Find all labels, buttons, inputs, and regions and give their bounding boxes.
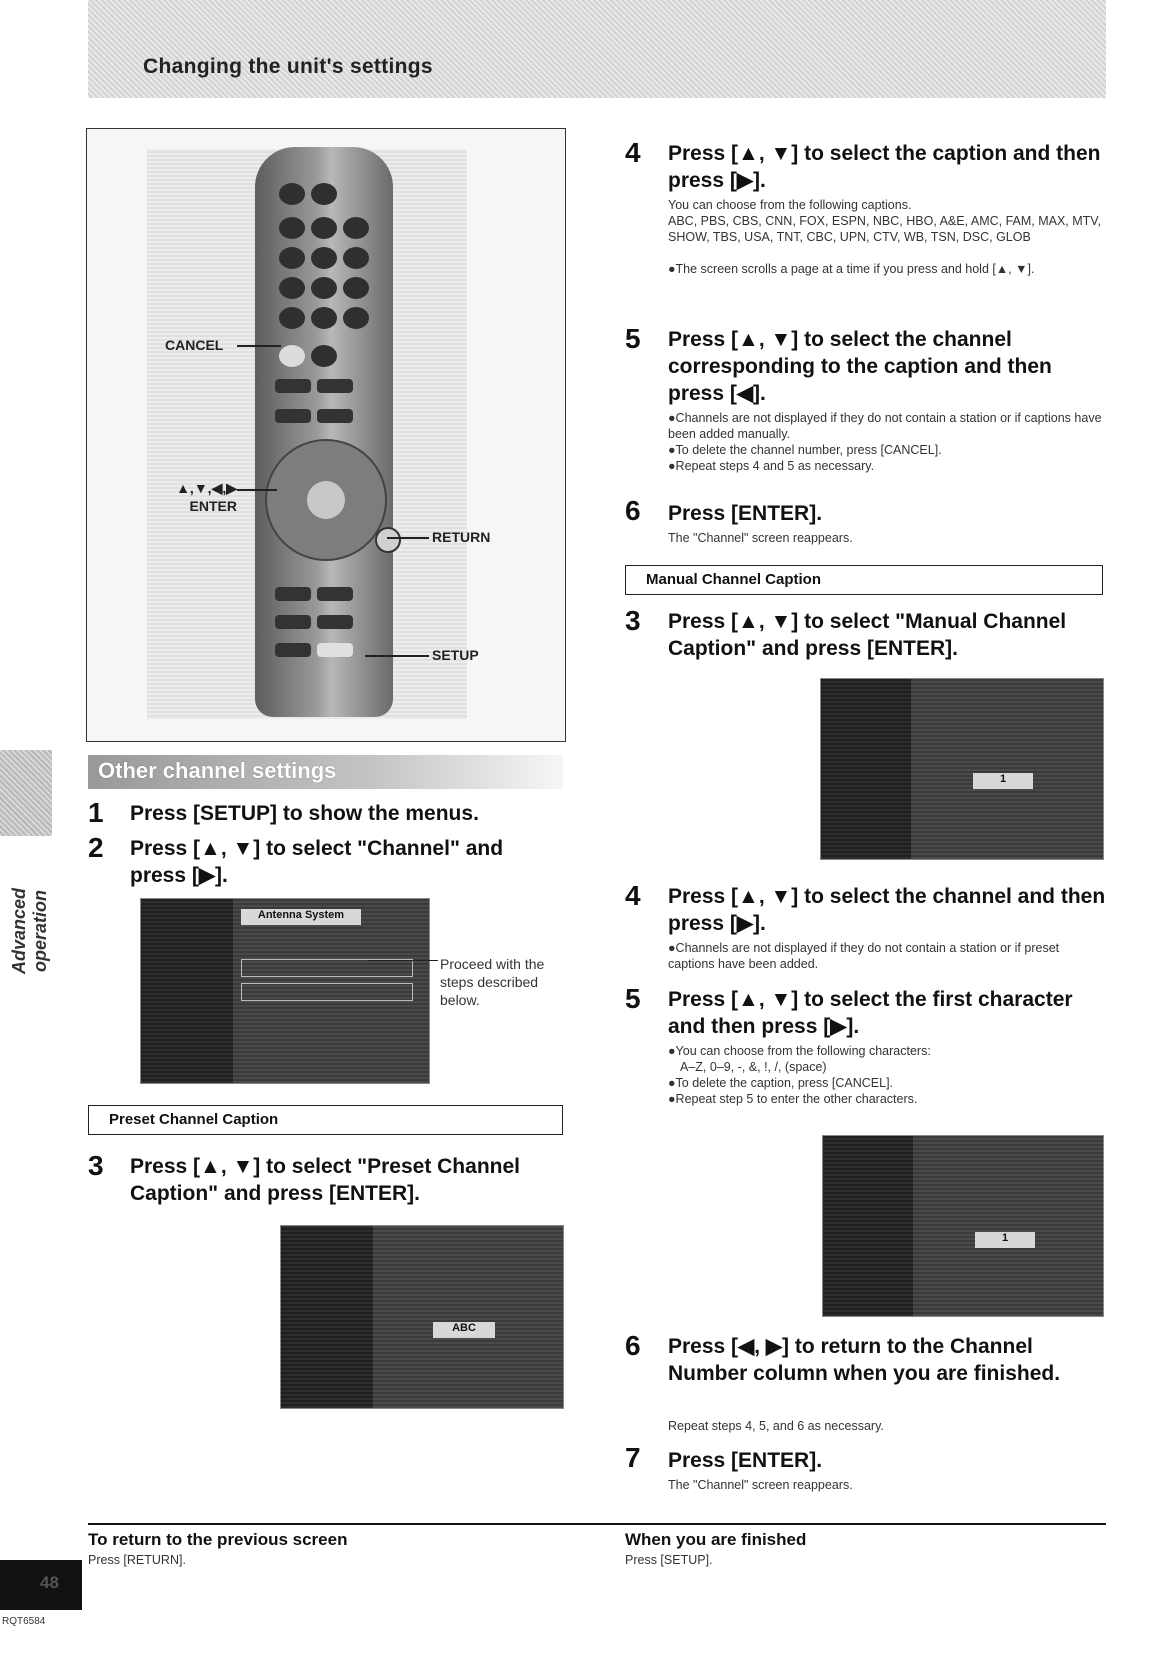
section-title: Other channel settings	[98, 758, 337, 783]
manual-step-7-text: Press [ENTER].	[668, 1449, 823, 1472]
page-number: 48	[40, 1573, 59, 1592]
manual-step-5-note-3: ●To delete the caption, press [CANCEL].	[668, 1076, 894, 1090]
preset-step-6-text: Press [ENTER].	[668, 502, 823, 525]
remote-illustration-frame	[86, 128, 566, 742]
manual-step-4-note: ●Channels are not displayed if they do not contain a station or if preset captions have been added.	[668, 941, 1060, 971]
direction-pad-image	[265, 439, 387, 561]
return-callout: RETURN	[432, 529, 491, 545]
manual-step-6-note: Repeat steps 4, 5, and 6 as necessary.	[668, 1419, 884, 1433]
manual-step-5-note-4: ●Repeat step 5 to enter the other characters.	[668, 1092, 918, 1106]
manual-step-4-text: Press [▲, ▼] to select the channel and then press [▶].	[668, 885, 1106, 935]
preset-screen-value: ABC	[433, 1322, 495, 1338]
arrows-enter-callout: ▲,▼,◀,▶ ENTER	[176, 480, 237, 514]
manual-step-3-text: Press [▲, ▼] to select "Manual Channel Caption" and press [ENTER].	[668, 610, 1067, 660]
manual-step-3-number: 3	[625, 605, 641, 636]
cancel-button-image	[279, 345, 305, 367]
preset-step-4-note-3: ●The screen scrolls a page at a time if you press and hold [▲, ▼].	[668, 262, 1035, 276]
manual-step-5-note-1: ●You can choose from the following characters:	[668, 1044, 931, 1058]
preset-step-6-note: The "Channel" screen reappears.	[668, 531, 853, 545]
manual-step-6-number: 6	[625, 1330, 641, 1361]
manual-screen-1-value: 1	[973, 773, 1033, 789]
manual-channel-caption-box: Manual Channel Caption	[625, 565, 1103, 595]
preset-step-4-number: 4	[625, 137, 641, 168]
manual-step-5-number: 5	[625, 983, 641, 1014]
footer-return-heading: To return to the previous screen	[88, 1530, 348, 1549]
manual-step-5-text: Press [▲, ▼] to select the first character and then press [▶].	[668, 988, 1073, 1038]
preset-step-4-note-1: You can choose from the following captions.	[668, 198, 912, 212]
manual-step-5-note-2: A–Z, 0–9, -, &, !, /, (space)	[680, 1060, 827, 1074]
step-1-text: Press [SETUP] to show the menus.	[130, 802, 479, 825]
side-tab-label: Advanced operation	[9, 887, 50, 975]
manual-step-6-text: Press [◀, ▶] to return to the Channel Number column when you are finished.	[668, 1335, 1061, 1385]
preset-step-6-number: 6	[625, 495, 641, 526]
preset-step-4-text: Press [▲, ▼] to select the caption and then press [▶].	[668, 142, 1101, 192]
manual-caption-screen-2	[822, 1135, 1104, 1317]
preset-step-5-text: Press [▲, ▼] to select the channel corresponding to the caption and then press [◀].	[668, 328, 1052, 405]
manual-step-7-number: 7	[625, 1442, 641, 1473]
channel-menu-item: Antenna System	[241, 909, 361, 925]
page-number-block	[0, 1560, 82, 1610]
step-1-number: 1	[88, 797, 104, 828]
preset-step-3-text: Press [▲, ▼] to select "Preset Channel Caption" and press [ENTER].	[130, 1155, 520, 1205]
preset-channel-caption-box: Preset Channel Caption	[88, 1105, 563, 1135]
document-code: RQT6584	[2, 1616, 46, 1627]
manual-step-7-note: The "Channel" screen reappears.	[668, 1478, 853, 1492]
manual-step-4-number: 4	[625, 880, 641, 911]
channel-menu-screen	[140, 898, 430, 1084]
manual-screen-2-value: 1	[975, 1232, 1035, 1248]
page-header-title: Changing the unit's settings	[143, 55, 433, 78]
preset-step-5-note-2: ●To delete the channel number, press [CANCEL].	[668, 443, 942, 457]
return-button-image	[375, 527, 401, 553]
preset-step-5-number: 5	[625, 323, 641, 354]
step-2-text: Press [▲, ▼] to select "Channel" and press [▶].	[130, 837, 504, 887]
cancel-callout: CANCEL	[165, 337, 224, 353]
page-header-band	[88, 0, 1106, 98]
preset-step-3-number: 3	[88, 1150, 104, 1181]
preset-step-5-note-1: ●Channels are not displayed if they do not contain a station or if captions have been added manually.	[668, 411, 1102, 441]
step-2-number: 2	[88, 832, 104, 863]
footer-rule	[88, 1523, 1106, 1525]
preset-step-4-note-2: ABC, PBS, CBS, CNN, FOX, ESPN, NBC, HBO, A&E, AMC, FAM, MAX, MTV, SHOW, TBS, USA, TNT, CBC, UPN, CTV, WB, TSN, DSC, GLOB	[668, 214, 1101, 244]
footer-finished-heading: When you are finished	[625, 1530, 807, 1549]
setup-button-image	[317, 643, 353, 657]
remote-control-image	[255, 147, 393, 717]
section-heading-bar	[88, 755, 563, 789]
setup-callout: SETUP	[432, 647, 479, 663]
side-tab-marker	[0, 750, 52, 836]
footer-finished-text: Press [SETUP].	[625, 1553, 713, 1567]
footer-return-text: Press [RETURN].	[88, 1553, 186, 1567]
channel-screen-note: Proceed with the steps described below.	[440, 956, 545, 1008]
preset-step-5-note-3: ●Repeat steps 4 and 5 as necessary.	[668, 459, 875, 473]
manual-caption-screen-1	[820, 678, 1104, 860]
preset-caption-screen	[280, 1225, 564, 1409]
